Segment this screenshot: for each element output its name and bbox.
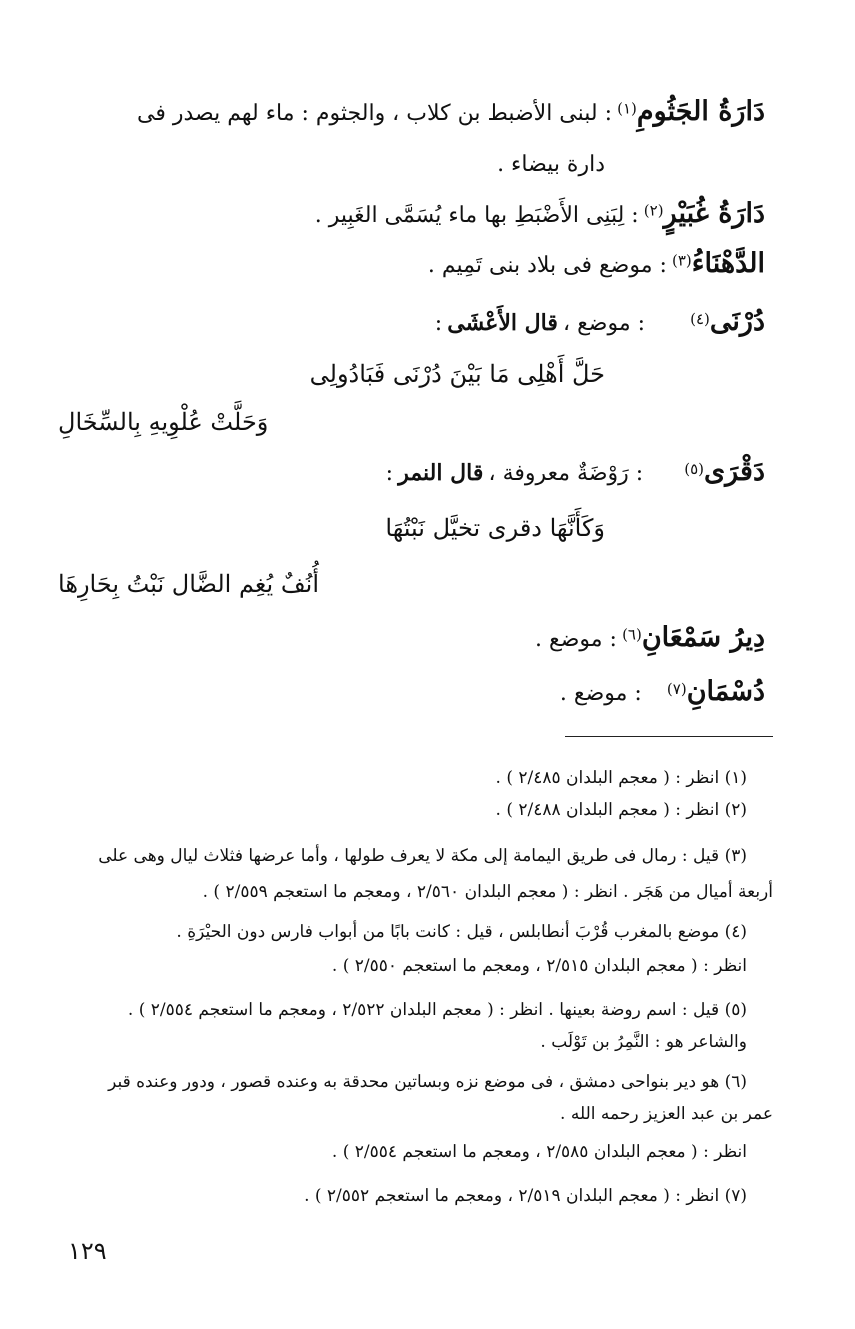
entry-3-line — [428, 248, 765, 279]
verse-a-line-1: حَلَّ أَهْلِى مَا بَيْنَ دُرْنَى فَبَادُولِى — [309, 360, 605, 388]
verse-b-line-2: أُنُفٌ يُغِم الضَّال نَبْتُ بِحَارِهَا — [58, 570, 320, 598]
entry-3-footnote-ref: (٣) — [672, 251, 692, 270]
entry-7-heading: دُسْمَانِ — [686, 676, 765, 707]
entry-3-text: : موضع فى بلاد بنى تَمِيم . — [427, 253, 667, 278]
page-number: ١٢٩ — [68, 1237, 107, 1265]
entry-5-text: : رَوْضَةٌ معروفة ، — [488, 461, 644, 486]
entry-6-heading: دِيرُ سَمْعَانِ — [641, 622, 765, 653]
entry-5-line — [386, 456, 765, 487]
footnote-6-line-2: عمر بن عبد العزيز رحمه الله . — [560, 1104, 773, 1124]
entry-4-colon: : — [434, 311, 443, 336]
entry-7-footnote-ref: (٧) — [666, 679, 687, 698]
footnote-7: (٧) انظر : ( معجم البلدان ٢/٥١٩ ، ومعجم ما استعجم ٢/٥٥٢ ) . — [304, 1186, 747, 1206]
footnote-separator — [565, 736, 773, 737]
entry-5-poet: قال النمر — [398, 460, 484, 486]
footnote-5-line-1: (٥) قيل : اسم روضة بعينها . انظر : ( معجم البلدان ٢/٥٢٢ ، ومعجم ما استعجم ٢/٥٥٤ ) . — [127, 1000, 747, 1020]
entry-1-line-1 — [137, 96, 765, 127]
footnote-3-line-2: أربعة أميال من هَجَر . انظر : ( معجم البلدان ٢/٥٦٠ ، ومعجم ما استعجم ٢/٥٥٩ ) . — [202, 882, 773, 902]
entry-7-text: : موضع . — [559, 681, 642, 706]
entry-2-footnote-ref: (٢) — [643, 201, 664, 220]
entry-4-poet: قال الأَعْشَى — [447, 310, 558, 336]
entry-6-text: : موضع . — [535, 627, 617, 652]
entry-4-text: : موضع ، — [562, 311, 646, 336]
entry-2-text: : لِبَنِى الأَضْبَطِ بها ماء يُسَمَّى الغَبِير . — [314, 203, 639, 228]
entry-5-colon: : — [385, 461, 394, 486]
verse-b-line-1: وَكَأَنَّهَا دقرى تخيَّل نَبْتُهَا — [385, 514, 605, 542]
entry-6-line — [535, 622, 765, 653]
entry-4-line — [435, 306, 765, 337]
entry-1-footnote-ref: (١) — [617, 99, 637, 118]
footnote-3-line-1: (٣) قيل : رمال فى طريق اليمامة إلى مكة لا يعرف طولها ، وأما عرضها فثلاث ليال وهى على — [98, 846, 747, 866]
footnote-4-line-1: (٤) موضع بالمغرب قُرْبَ أنطابلس ، قيل : كانت بابًا من أبواب فارس دون الحيْرَةِ . — [176, 922, 747, 942]
footnote-2: (٢) انظر : ( معجم البلدان ٢/٤٨٨ ) . — [495, 800, 747, 820]
verse-a-line-2: وَحَلَّتْ عُلْوِيهِ بِالسِّخَالِ — [58, 408, 269, 436]
entry-5-heading: دَقْرَى — [704, 456, 765, 487]
footnote-4-line-2: انظر : ( معجم البلدان ٢/٥١٥ ، ومعجم ما استعجم ٢/٥٥٠ ) . — [331, 956, 747, 976]
entry-7-line — [560, 676, 765, 707]
entry-3-heading: الدَّهْنَاءُ — [691, 248, 765, 279]
entry-5-footnote-ref: (٥) — [684, 459, 705, 478]
entry-1-text-1: : لبنى الأضبط بن كلاب ، والجثوم : ماء لهم يصدر فى — [137, 101, 613, 126]
entry-4-footnote-ref: (٤) — [690, 309, 710, 328]
entry-2-line — [315, 198, 765, 229]
footnote-6-line-3: انظر : ( معجم البلدان ٢/٥٨٥ ، ومعجم ما استعجم ٢/٥٥٤ ) . — [331, 1142, 747, 1162]
entry-1-heading: دَارَةُ الجَثُومِ — [636, 96, 765, 127]
entry-2-heading: دَارَةُ غُبَيْرٍ — [663, 198, 765, 229]
footnote-5-line-2: والشاعر هو : النَّمِرُ بن تَوْلَب . — [540, 1032, 747, 1052]
footnote-1: (١) انظر : ( معجم البلدان ٢/٤٨٥ ) . — [495, 768, 747, 788]
entry-6-footnote-ref: (٦) — [622, 625, 642, 644]
entry-4-heading: دُرْنَى — [709, 306, 765, 337]
footnote-6-line-1: (٦) هو دير بنواحى دمشق ، فى موضع نزه وبساتين محدقة به وعنده قصور ، ودور وعنده قبر — [108, 1072, 747, 1092]
entry-1-text-2: دارة بيضاء . — [497, 152, 605, 177]
